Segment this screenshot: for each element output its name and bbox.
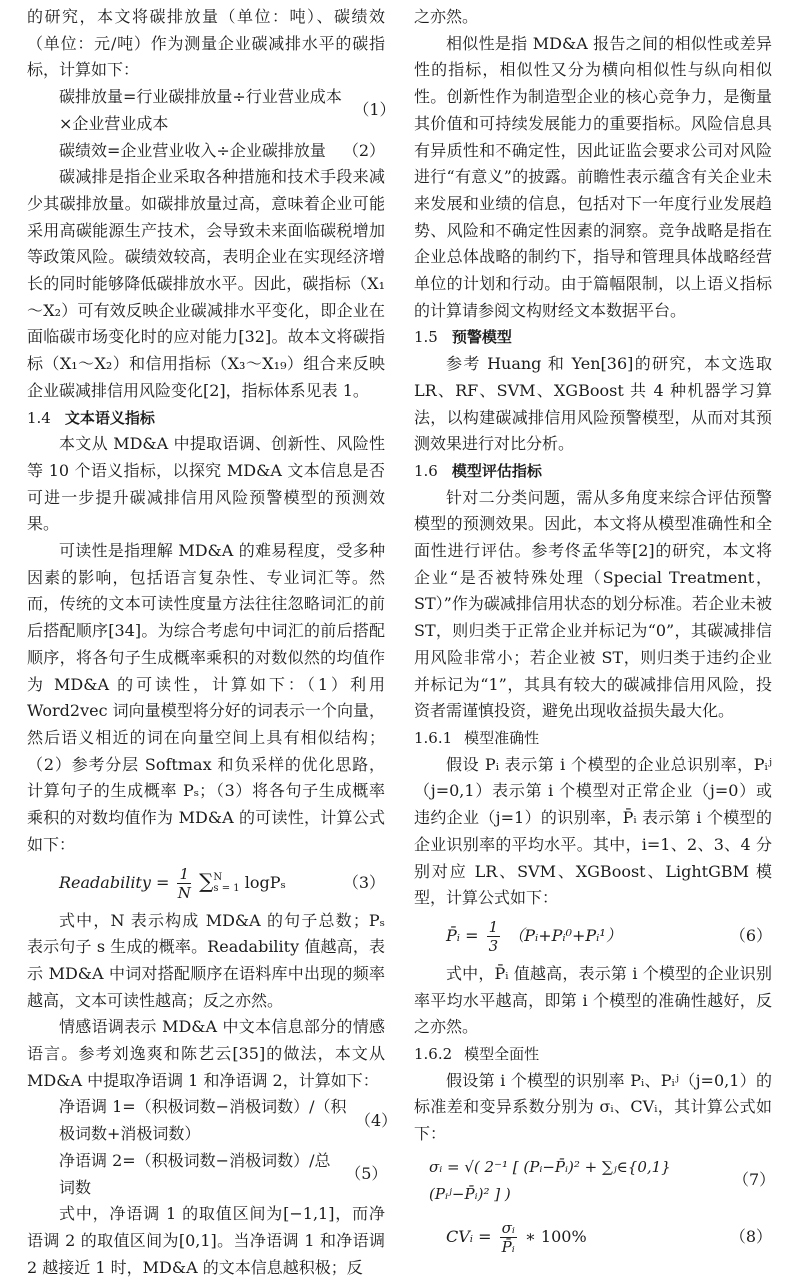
fraction [487,918,501,955]
paragraph: 假设第 i 个模型的识别率 Pᵢ、Pᵢʲ（j=0,1）的标准差和变异系数分别为 σᵢ、CVᵢ，其计算公式如下： [414,1070,772,1144]
equation-2 [27,138,385,165]
paragraph: 情感语调表示 MD&A 中文本信息部分的情感语言。参考刘逸爽和陈艺云[35]的做法，本文从 MD&A 中提取净语调 1 和净语调 2，计算如下： [27,1017,385,1090]
formula-tail: ∗ 100% [524,1227,587,1247]
paragraph: 参考 Huang 和 Yen[36]的研究，本文选取 LR、RF、SVM、XGBoost 共 4 种机器学习算法，以构建碳减排信用风险预警模型，从而对其预测效果进行对比分析。 [414,354,772,454]
sum-upper: N [213,872,223,883]
equation-number: （1） [353,100,396,120]
section-number: 1.5 [414,328,438,347]
subsection-title: 模型准确性 [464,728,540,747]
sum-symbol: ∑ [199,868,214,893]
right-column [414,4,776,1262]
equation-formula: σᵢ = √( 2⁻¹ [ (Pᵢ−P̄ᵢ)² + ∑ⱼ∈{0,1} (Pᵢʲ−P̄ᵢ)² ] ) [429,1157,671,1203]
equation-4 [27,1094,398,1147]
fraction-numerator: 1 [488,917,499,936]
equation-number: （7） [732,1170,776,1190]
equation-number: （2） [342,140,385,160]
subsection-number: 1.6.2 [414,1045,453,1064]
section-heading-1-4 [27,405,385,432]
sum-lower: s = 1 [213,883,240,894]
paragraph: 假设 Pᵢ 表示第 i 个模型的企业总识别率，Pᵢʲ（j=0,1）表示第 i 个模型对正常企业（j=0）或违约企业（j=1）的识别率，P̄ᵢ 表示第 i 个模型的企业识别率的平均水平。其中，i=1、2、3、4 分别对应 LR、SVM、XGBoost、LightGBM 模型，计算公式如下： [414,754,772,908]
section-number: 1.6 [414,461,438,480]
equation-6 [414,912,772,961]
paragraph: 本文从 MD&A 中提取语调、创新性、风险性等 10 个语义指标，以探究 MD&A 文本信息是否可进一步提升碳减排信用风险预警模型的预测效果。 [27,434,385,534]
equation-formula [414,1219,587,1256]
equation-text: 净语调 1=（积极词数−消极词数）/（积极词数+消极词数） [59,1097,347,1144]
section-title: 预警模型 [451,328,512,347]
left-column [27,4,398,1281]
fraction [500,1219,517,1256]
fraction [177,865,191,902]
paragraph: 式中，净语调 1 的取值区间为[−1,1]，而净语调 2 的取值区间为[0,1]。当净语调 1 和净语调 2 越接近 1 时，MD&A 的文本信息越积极；反 [27,1204,385,1277]
section-title: 文本语义指标 [64,408,155,427]
equation-number: （5） [345,1164,388,1184]
section-number: 1.4 [27,408,51,427]
paragraph: 相似性是指 MD&A 报告之间的相似性或差异性的指标，相似性又分为横向相似性与纵向相似性。创新性作为制造型企业的核心竞争力，是衡量其价值和可持续发展能力的重要指标。风险信息具有异质性和不确定性，因此证监会要求公司对风险进行“有意义”的披露。前瞻性表示蕴含有关企业未来发展和业绩的信息，包括对下一年度行业发展趋势、风险和不确定性因素的洞察。竞争战略是指在企业总体战略的制约下，指导和管理具体战略经营单位的计划和行动。由于篇幅限制，以上语义指标的计算请参阅文构财经文本数据平台。 [414,33,772,320]
fraction-denominator: 3 [488,936,499,955]
formula-lhs: CVᵢ = [446,1227,492,1247]
formula-lhs: P̄ᵢ = [446,925,479,945]
fraction-denominator: N [177,883,191,902]
equation-1 [27,84,396,137]
section-heading-1-6 [414,458,772,485]
paragraph: 针对二分类问题，需从多角度来综合评估预警模型的预测效果。因此，本文将从模型准确性和全面性进行评估。参考佟孟华等[2]的研究，本文将企业“是否被特殊处理（Special Treatment，ST）”作为碳减排信用状态的划分标准。若企业未被 ST，则归类于正常企业并标记为“0”，其碳减排信用风险非常小；若企业被 ST，则归类于违约企业并标记为“1”，其具有较大的碳减排信用风险，投资者需谨慎投资，避免出现收益损失最大化。 [414,487,772,721]
equation-7 [414,1148,776,1213]
subsection-number: 1.6.1 [414,728,453,747]
equation-number: （6） [729,926,772,946]
equation-8 [414,1213,772,1262]
paragraph: 的研究，本文将碳排放量（单位：吨）、碳绩效（单位：元/吨）作为测量企业碳减排水平的碳指标，计算如下： [27,7,385,80]
paragraph: 式中，P̄ᵢ 值越高，表示第 i 个模型的企业识别率平均水平越高，即第 i 个模型的准确性越好，反之亦然。 [414,963,772,1037]
equation-number: （4） [355,1110,398,1130]
fraction-numerator: σᵢ [501,1219,515,1238]
formula-tail: logPₛ [244,872,286,892]
section-title: 模型评估指标 [451,461,542,480]
equation-5 [27,1148,388,1201]
formula-lhs: Readability = [59,872,170,892]
section-heading-1-5 [414,324,772,351]
paragraph: 可读性是指理解 MD&A 的难易程度，受多种因素的影响，包括语言复杂性、专业词汇等。然而，传统的文本可读性度量方法往往忽略词汇的前后搭配顺序[34]。为综合考虑句中词汇的前后搭配顺序，将各句子生成概率乘积的对数似然的均值作为 MD&A 的可读性，计算如下：（1）利用 Word2vec 词向量模型将分好的词表示一个向量，然后语义相近的词在向量空间上具有相似结构；（2）参考分层 Softmax 和负采样的优化思路，计算句子的生成概率 Pₛ；（3）将各句子生成概率乘积的对数均值作为 MD&A 的可读性，计算公式如下： [27,541,385,854]
equation-text: 碳排放量=行业碳排放量÷行业营业成本×企业营业成本 [59,87,342,133]
equation-text: 净语调 2=（积极词数−消极词数）/总词数 [59,1150,331,1197]
subsection-heading-1-6-1 [414,725,772,752]
subsection-heading-1-6-2 [414,1041,772,1068]
equation-formula [27,865,286,902]
fraction-numerator: 1 [179,864,190,883]
equation-3 [27,859,385,908]
paragraph: 之亦然。 [414,7,479,26]
fraction-denominator: P̄ᵢ [501,1238,515,1257]
equation-formula [414,918,622,955]
equation-number: （8） [729,1227,772,1247]
equation-text: 碳绩效=企业营业收入÷企业碳排放量 [59,140,326,160]
paragraph: 式中，N 表示构成 MD&A 的句子总数；Pₛ 表示句子 s 生成的概率。Readability 值越高，表示 MD&A 中词对搭配顺序在语料库中出现的频率越高，文本可读性越高；反之亦然。 [27,910,385,1010]
subsection-title: 模型全面性 [464,1045,540,1064]
paragraph: 碳减排是指企业采取各种措施和技术手段来减少其碳排放量。如碳排放量过高，意味着企业可能采用高碳能源生产技术，会导致未来面临碳税增加等政策风险。碳绩效较高，表明企业在实现经济增长的同时能够降低碳排放水平。因此，碳指标（X₁～X₂）可有效反映企业碳减排水平变化，即企业在面临碳市场变化时的应对能力[32]。故本文将碳指标（X₁～X₂）和信用指标（X₃～X₁₉）组合来反映企业碳减排信用风险变化[2]，指标体系见表 1。 [27,167,385,400]
equation-number: （3） [342,872,385,892]
formula-tail: （Pᵢ+Pᵢ⁰+Pᵢ¹） [508,925,622,945]
